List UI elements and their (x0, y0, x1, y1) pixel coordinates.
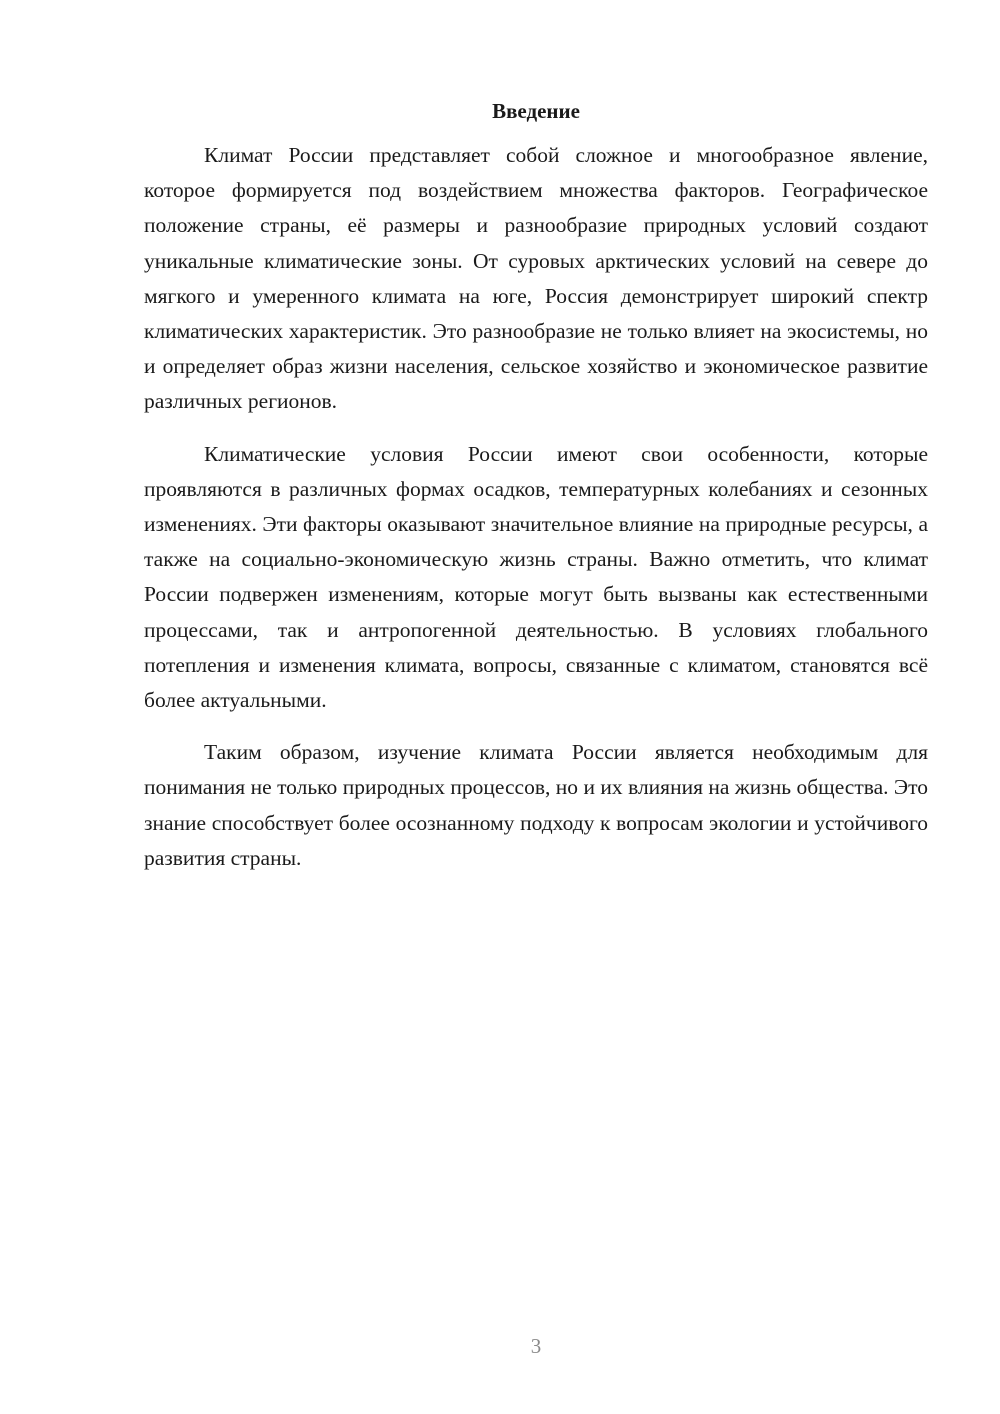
paragraph-2: Климатические условия России имеют свои особенности, которые проявляются в различных формах осадков, температурных колебаниях и сезонных изменениях. Эти факторы оказывают значительное влияние на природные ресурсы, а также на социально-экономическую жизнь страны. Важно отметить, что климат России подвержен изменениям, которые могут быть вызваны как естественными процессами, так и антропогенной деятельностью. В условиях глобального потепления и изменения климата, вопросы, связанные с климатом, становятся всё более актуальными. (144, 441, 928, 713)
paragraph-3: Таким образом, изучение климата России является необходимым для понимания не только природных процессов, но и их влияния на жизнь общества. Это знание способствует более осознанному подходу к вопросам экологии и устойчивого развития страны. (144, 740, 928, 870)
page-content (144, 96, 928, 876)
section-title: Введение (492, 99, 580, 123)
paragraph-1: Климат России представляет собой сложное и многообразное явление, которое формируется под воздействием множества факторов. Географическое положение страны, её размеры и разнообразие природных условий создают уникальные климатические зоны. От суровых арктических условий на севере до мягкого и умеренного климата на юге, Россия демонстрирует широкий спектр климатических характеристик. Это разнообразие не только влияет на экосистемы, но и определяет образ жизни населения, сельское хозяйство и экономическое развитие различных регионов. (144, 143, 928, 414)
page-number: 3 (530, 1334, 542, 1358)
